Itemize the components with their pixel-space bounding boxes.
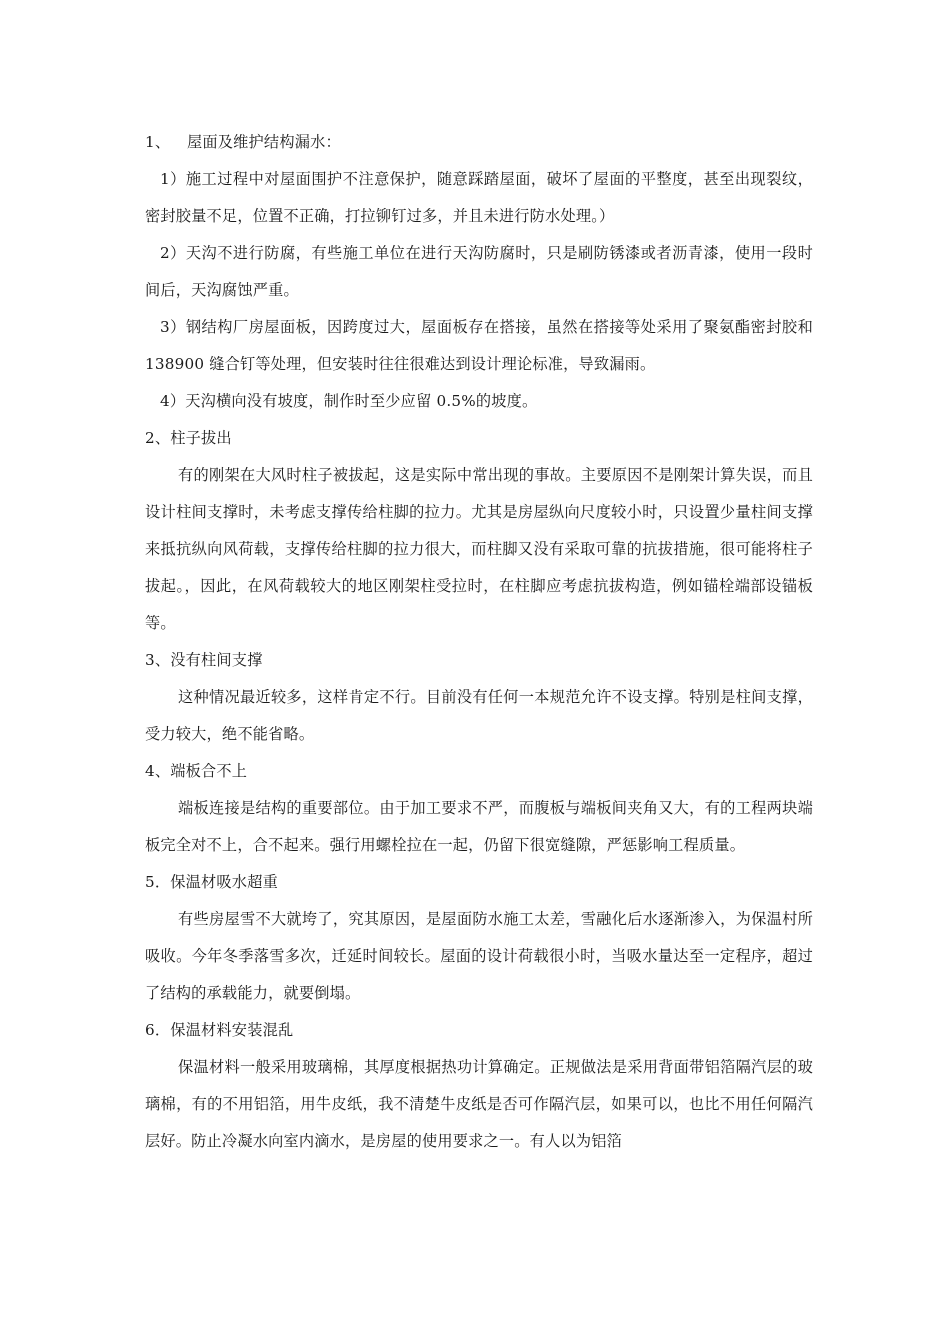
section-1-item-4: 4）天沟横向没有坡度，制作时至少应留 0.5%的坡度。: [160, 392, 538, 410]
section-1-item-2: 2）天沟不进行防腐，有些施工单位在进行天沟防腐时，只是刷防锈漆或者沥青漆，使用一段时间后，天沟腐蚀严重。: [145, 244, 813, 299]
section-5-heading: 5．保温材吸水超重: [145, 873, 278, 891]
document-body: [145, 124, 813, 1160]
section-1-number: 1、: [145, 133, 171, 151]
section-5-paragraph: 有些房屋雪不大就垮了，究其原因，是屋面防水施工太差，雪融化后水逐渐渗入，为保温村所吸收。今年冬季落雪多次，迁延时间较长。屋面的设计荷载很小时，当吸水量达至一定程序，超过了结构的承载能力，就要倒塌。: [145, 910, 813, 1002]
section-4-heading: 4、端板合不上: [145, 762, 248, 780]
section-3-paragraph: 这种情况最近较多，这样肯定不行。目前没有任何一本规范允许不设支撑。特别是柱间支撑，受力较大，绝不能省略。: [145, 688, 813, 743]
section-4-paragraph: 端板连接是结构的重要部位。由于加工要求不严，而腹板与端板间夹角又大，有的工程两块端板完全对不上，合不起来。强行用螺栓拉在一起，仍留下很宽缝隙，严惩影响工程质量。: [145, 799, 813, 854]
section-1-title: 屋面及维护结构漏水：: [187, 133, 341, 151]
section-1-item-3: 3）钢结构厂房屋面板，因跨度过大，屋面板存在搭接，虽然在搭接等处采用了聚氨酯密封胶和 138900 缝合钉等处理，但安装时往往很难达到设计理论标准，导致漏雨。: [145, 318, 813, 373]
section-6-paragraph: 保温材料一般采用玻璃棉，其厚度根据热功计算确定。正规做法是采用背面带铝箔隔汽层的玻璃棉，有的不用铝箔，用牛皮纸，我不清楚牛皮纸是否可作隔汽层，如果可以，也比不用任何隔汽层好。防止冷凝水向室内滴水，是房屋的使用要求之一。有人以为铝箔: [145, 1058, 813, 1150]
section-2-heading: 2、柱子拔出: [145, 429, 232, 447]
section-1-item-1: 1）施工过程中对屋面围护不注意保护，随意踩踏屋面，破坏了屋面的平整度，甚至出现裂纹，密封胶量不足，位置不正确，打拉铆钉过多，并且未进行防水处理。）: [145, 170, 813, 225]
section-3-heading: 3、没有柱间支撑: [145, 651, 263, 669]
section-6-heading: 6．保温材料安装混乱: [145, 1021, 294, 1039]
section-1-heading: [145, 124, 813, 161]
section-2-paragraph: 有的刚架在大风时柱子被拔起，这是实际中常出现的事故。主要原因不是刚架计算失误，而且设计柱间支撑时，未考虑支撑传给柱脚的拉力。尤其是房屋纵向尺度较小时，只设置少量柱间支撑来抵抗纵向风荷载，支撑传给柱脚的拉力很大，而柱脚又没有采取可靠的抗拔措施，很可能将柱子拔起。，因此，在风荷载较大的地区刚架柱受拉时，在柱脚应考虑抗拔构造，例如锚栓端部设锚板等。: [145, 466, 813, 632]
